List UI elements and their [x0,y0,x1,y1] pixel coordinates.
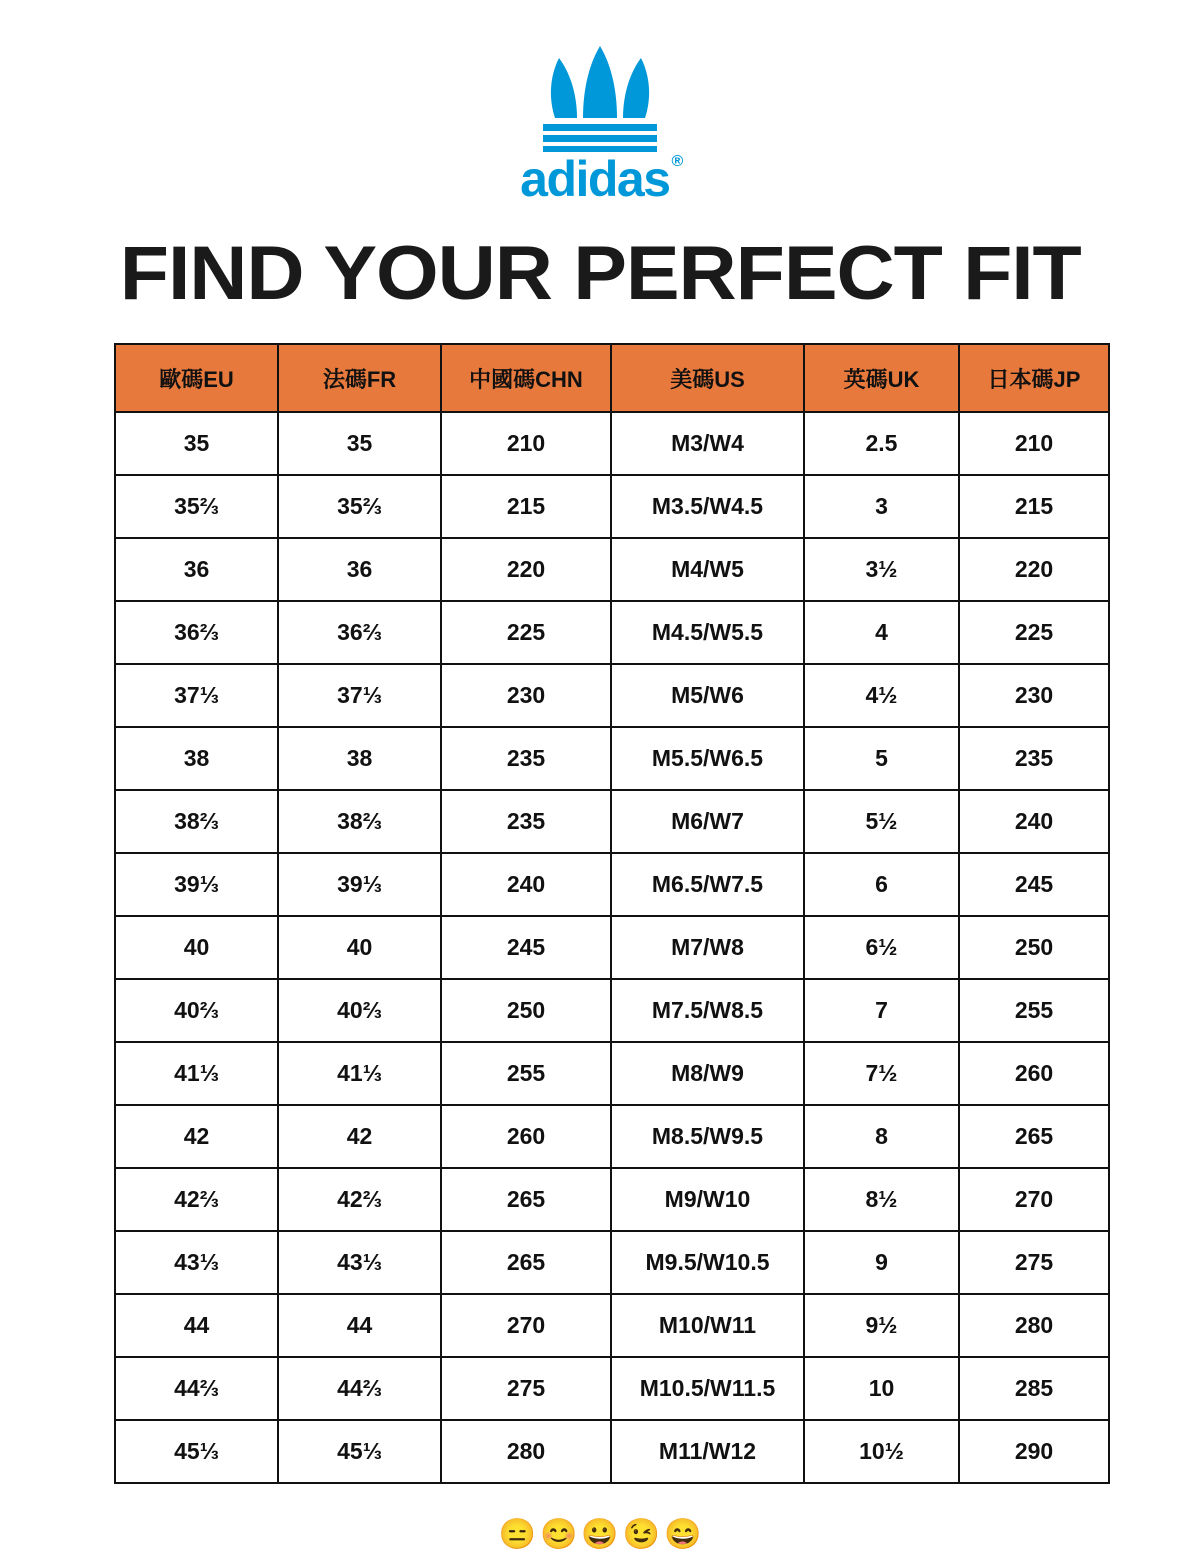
emoji-icon-1: 😑 [498,1518,536,1551]
table-row [115,664,1109,727]
cell-uk: 3½ [804,538,959,601]
adidas-trefoil-icon [515,44,685,152]
cell-eu: 38 [115,727,278,790]
cell-jp: 240 [959,790,1109,853]
table-row [115,1042,1109,1105]
cell-fr: 45⅓ [278,1420,441,1483]
cell-eu: 40 [115,916,278,979]
cell-us: M4.5/W5.5 [611,601,804,664]
cell-fr: 38⅔ [278,790,441,853]
cell-chn: 265 [441,1168,611,1231]
table-row [115,1168,1109,1231]
cell-us: M8.5/W9.5 [611,1105,804,1168]
table-row [115,475,1109,538]
cell-jp: 290 [959,1420,1109,1483]
cell-jp: 250 [959,916,1109,979]
emoji-icon-5: 😄 [664,1518,702,1551]
emoji-icon-3: 😀 [581,1518,619,1551]
table-row [115,1105,1109,1168]
cell-chn: 235 [441,790,611,853]
cell-chn: 220 [441,538,611,601]
cell-us: M9.5/W10.5 [611,1231,804,1294]
cell-uk: 7 [804,979,959,1042]
cell-fr: 37⅓ [278,664,441,727]
cell-uk: 8½ [804,1168,959,1231]
cell-fr: 40⅔ [278,979,441,1042]
cell-jp: 215 [959,475,1109,538]
cell-chn: 265 [441,1231,611,1294]
column-header-us: 美碼US [611,344,804,412]
cell-eu: 44 [115,1294,278,1357]
footer-emoji-strip [499,1520,702,1550]
table-row [115,538,1109,601]
cell-eu: 39⅓ [115,853,278,916]
cell-chn: 235 [441,727,611,790]
cell-chn: 215 [441,475,611,538]
cell-jp: 280 [959,1294,1109,1357]
column-header-eu: 歐碼EU [115,344,278,412]
cell-chn: 250 [441,979,611,1042]
cell-fr: 41⅓ [278,1042,441,1105]
cell-us: M9/W10 [611,1168,804,1231]
cell-chn: 260 [441,1105,611,1168]
cell-us: M6/W7 [611,790,804,853]
cell-jp: 235 [959,727,1109,790]
emoji-icon-2: 😊 [539,1518,578,1551]
table-row [115,1357,1109,1420]
cell-chn: 270 [441,1294,611,1357]
cell-uk: 6½ [804,916,959,979]
cell-uk: 7½ [804,1042,959,1105]
cell-eu: 37⅓ [115,664,278,727]
cell-us: M6.5/W7.5 [611,853,804,916]
cell-uk: 9½ [804,1294,959,1357]
cell-uk: 4½ [804,664,959,727]
cell-us: M10.5/W11.5 [611,1357,804,1420]
cell-fr: 35 [278,412,441,475]
cell-fr: 42⅔ [278,1168,441,1231]
emoji-icon-4: 😉 [622,1518,661,1551]
table-row [115,727,1109,790]
column-header-chn: 中國碼CHN [441,344,611,412]
cell-fr: 39⅓ [278,853,441,916]
table-row [115,979,1109,1042]
cell-chn: 275 [441,1357,611,1420]
cell-fr: 36 [278,538,441,601]
page-title: FIND YOUR PERFECT FIT [119,231,1081,316]
cell-eu: 42 [115,1105,278,1168]
cell-us: M7/W8 [611,916,804,979]
cell-eu: 44⅔ [115,1357,278,1420]
cell-uk: 3 [804,475,959,538]
column-header-uk: 英碼UK [804,344,959,412]
cell-us: M8/W9 [611,1042,804,1105]
size-table-wrapper [114,343,1086,1484]
cell-us: M11/W12 [611,1420,804,1483]
cell-eu: 41⅓ [115,1042,278,1105]
cell-us: M3.5/W4.5 [611,475,804,538]
cell-eu: 40⅔ [115,979,278,1042]
cell-uk: 9 [804,1231,959,1294]
cell-uk: 5 [804,727,959,790]
table-row [115,1294,1109,1357]
brand-wordmark-text: adidas [520,151,670,207]
cell-eu: 35⅔ [115,475,278,538]
cell-chn: 210 [441,412,611,475]
cell-fr: 43⅓ [278,1231,441,1294]
cell-us: M5.5/W6.5 [611,727,804,790]
cell-jp: 265 [959,1105,1109,1168]
cell-fr: 44 [278,1294,441,1357]
registered-mark: ® [671,153,682,171]
size-conversion-table [114,343,1110,1484]
table-row [115,853,1109,916]
cell-jp: 255 [959,979,1109,1042]
cell-fr: 36⅔ [278,601,441,664]
cell-uk: 2.5 [804,412,959,475]
cell-eu: 43⅓ [115,1231,278,1294]
cell-jp: 285 [959,1357,1109,1420]
cell-uk: 6 [804,853,959,916]
cell-uk: 4 [804,601,959,664]
cell-eu: 35 [115,412,278,475]
cell-jp: 245 [959,853,1109,916]
cell-jp: 230 [959,664,1109,727]
cell-jp: 270 [959,1168,1109,1231]
cell-us: M10/W11 [611,1294,804,1357]
cell-us: M5/W6 [611,664,804,727]
table-header-row [115,344,1109,412]
cell-jp: 260 [959,1042,1109,1105]
table-row [115,412,1109,475]
table-row [115,790,1109,853]
table-row [115,1420,1109,1483]
cell-jp: 225 [959,601,1109,664]
brand-logo [515,44,685,207]
table-row [115,601,1109,664]
table-row [115,1231,1109,1294]
cell-fr: 40 [278,916,441,979]
cell-uk: 10½ [804,1420,959,1483]
cell-chn: 255 [441,1042,611,1105]
cell-uk: 10 [804,1357,959,1420]
cell-eu: 36 [115,538,278,601]
cell-us: M3/W4 [611,412,804,475]
cell-eu: 45⅓ [115,1420,278,1483]
cell-chn: 280 [441,1420,611,1483]
cell-eu: 42⅔ [115,1168,278,1231]
cell-chn: 245 [441,916,611,979]
cell-chn: 230 [441,664,611,727]
cell-uk: 8 [804,1105,959,1168]
cell-chn: 225 [441,601,611,664]
table-row [115,916,1109,979]
cell-us: M7.5/W8.5 [611,979,804,1042]
column-header-fr: 法碼FR [278,344,441,412]
cell-eu: 38⅔ [115,790,278,853]
cell-fr: 38 [278,727,441,790]
cell-eu: 36⅔ [115,601,278,664]
cell-jp: 220 [959,538,1109,601]
column-header-jp: 日本碼JP [959,344,1109,412]
cell-jp: 275 [959,1231,1109,1294]
cell-jp: 210 [959,412,1109,475]
cell-uk: 5½ [804,790,959,853]
cell-fr: 44⅔ [278,1357,441,1420]
cell-us: M4/W5 [611,538,804,601]
brand-wordmark [520,151,682,207]
cell-fr: 35⅔ [278,475,441,538]
cell-fr: 42 [278,1105,441,1168]
cell-chn: 240 [441,853,611,916]
